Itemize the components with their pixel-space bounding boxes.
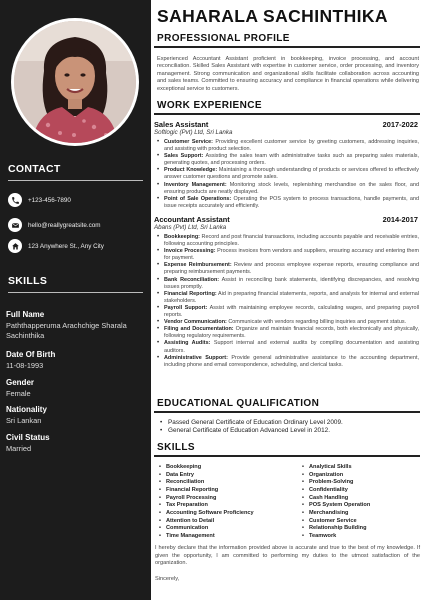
- list-item: • Vendor Communication: Communicate with vendors regarding billing inquiries and payment status.: [157, 319, 419, 326]
- list-item: • Filing and Documentation: Organize and maintain financial records, both electronically and physically, following regulatory requirements.: [157, 326, 419, 340]
- address-text: 123 Anywhere St., Any City: [28, 242, 104, 250]
- experience-divider: [154, 113, 420, 115]
- job-title: Accountant Assistant: [154, 215, 230, 224]
- list-item: • POS System Operation: [302, 502, 370, 510]
- list-item: • Accounting Software Proficiency: [159, 510, 254, 518]
- profile-divider: [154, 46, 420, 48]
- phone-icon: [8, 193, 22, 207]
- declaration-text: I hereby declare that the information provided above is accurate and true to the best of my knowledge. If given the opportunity, I am committed to performing my duties to the utmost satisfaction of the organization.: [155, 545, 420, 567]
- candidate-name: SAHARALA SACHINTHIKA: [157, 6, 388, 26]
- job-years: 2014-2017: [382, 215, 418, 224]
- skills-list-left: [159, 464, 254, 541]
- list-item: • Cash Handling: [302, 495, 370, 503]
- sidebar: [0, 0, 151, 600]
- contact-heading: CONTACT: [8, 163, 61, 175]
- contact-phone[interactable]: [8, 192, 71, 208]
- skills-sidebar-heading: SKILLS: [8, 275, 48, 287]
- job-years: 2017-2022: [382, 120, 418, 129]
- field-label-full-name: Full Name: [6, 310, 45, 319]
- job-duties-list: [157, 234, 419, 369]
- list-item: • Inventory Management: Monitoring stock levels, replenishing merchandise on the sales floor, and ensuring products are neatly displayed.: [157, 182, 419, 196]
- list-item: • Payroll Processing: [159, 495, 254, 503]
- list-item: • Customer Service: Providing excellent customer service by greeting customers, addressing inquiries, and assisting with product selection.: [157, 139, 419, 153]
- list-item: • Reconciliation: [159, 479, 254, 487]
- list-item: • Customer Service: [302, 518, 370, 526]
- field-value-gender: Female: [6, 389, 31, 398]
- list-item: • Bank Reconciliation: Assist in reconciling bank statements, identifying discrepancies, and resolving issues promptly.: [157, 277, 419, 291]
- list-item: • Confidentiality: [302, 487, 370, 495]
- education-heading: EDUCATIONAL QUALIFICATION: [157, 398, 320, 409]
- field-label-nationality: Nationality: [6, 405, 47, 414]
- list-item: • Organization: [302, 472, 370, 480]
- profile-photo: [14, 21, 136, 143]
- list-item: • Attention to Detail: [159, 518, 254, 526]
- field-label-gender: Gender: [6, 378, 35, 387]
- list-item: • Expense Reimbursement: Review and process employee expense reports, ensuring compliance and preparing reimbursement payments.: [157, 262, 419, 276]
- experience-heading: WORK EXPERIENCE: [157, 100, 262, 111]
- list-item: • Passed General Certificate of Education Ordinary Level 2009.: [160, 419, 343, 427]
- list-item: • Analytical Skills: [302, 464, 370, 472]
- list-item: • General Certificate of Education Advanced Level in 2012.: [160, 427, 343, 435]
- email-text: hello@reallygreatsite.com: [28, 221, 101, 229]
- list-item: • Communication: [159, 525, 254, 533]
- list-item: • Bookkeeping: Record and post financial transactions, including accounts payable and receivable entries, following accounting principles.: [157, 234, 419, 248]
- skills-heading: SKILLS: [157, 442, 195, 453]
- profile-photo-frame: [11, 18, 139, 146]
- list-item: • Administrative Support: Provide general administrative assistance to the accounting department, including phone and email correspondence, scheduling, and clerical tasks.: [157, 355, 419, 369]
- job-company: Softlogic (Pvt) Ltd, Sri Lanka: [154, 129, 233, 136]
- skills-sidebar-divider: [8, 292, 143, 293]
- job-title: Sales Assistant: [154, 120, 209, 129]
- list-item: • Financial Reporting: Aid in preparing financial statements, reports, and analysis for internal and external stakeholders.: [157, 291, 419, 305]
- list-item: • Payroll Support: Assist with maintaining employee records, calculating wages, and preparing payroll reports.: [157, 305, 419, 319]
- contact-address: [8, 238, 104, 254]
- skills-list-right: [302, 464, 370, 541]
- contact-email[interactable]: [8, 217, 101, 233]
- list-item: • Teamwork: [302, 533, 370, 541]
- field-label-dob: Date Of Birth: [6, 350, 56, 359]
- home-icon: [8, 239, 22, 253]
- phone-text: +123-456-7890: [28, 196, 71, 204]
- list-item: • Relationship Building: [302, 525, 370, 533]
- field-value-full-name: Paththapperuma Arachchige Sharala Sachinthika: [6, 321, 127, 340]
- job-company: Abans (Pvt) Ltd, Sri Lanka: [154, 224, 227, 231]
- skills-divider: [154, 455, 420, 457]
- profile-text: Experienced Accountant Assistant proficient in bookkeeping, invoice processing, and account reconciliation. Skilled Sales Assistant with expertise in customer service, order processing, and inventory management. Strong communication and organizational skills facilitate collaboration across accounting and sales teams. Committed to ensuring accuracy and compliance in financial operations while delivering exceptional service to customers.: [157, 56, 419, 92]
- closing-text: Sincerely,: [155, 576, 180, 582]
- education-divider: [154, 411, 420, 413]
- field-value-civil-status: Married: [6, 444, 32, 453]
- list-item: • Tax Preparation: [159, 502, 254, 510]
- education-list: [160, 419, 343, 435]
- field-value-dob: 11-08-1993: [6, 361, 44, 370]
- list-item: • Data Entry: [159, 472, 254, 480]
- profile-heading: PROFESSIONAL PROFILE: [157, 33, 290, 44]
- field-value-nationality: Sri Lankan: [6, 416, 42, 425]
- list-item: • Product Knowledge: Maintaining a thorough understanding of products or services offered to effectively answer customer questions and promote sales.: [157, 167, 419, 181]
- list-item: • Time Management: [159, 533, 254, 541]
- list-item: • Problem-Solving: [302, 479, 370, 487]
- list-item: • Sales Support: Assisting the sales team with administrative tasks such as preparing sales materials, generating quotes, and processing orders.: [157, 153, 419, 167]
- list-item: • Point of Sale Operations: Operating the POS system to process transactions, handle payments, and issue receipts accurately and efficiently.: [157, 196, 419, 210]
- field-label-civil-status: Civil Status: [6, 433, 50, 442]
- list-item: • Invoice Processing: Process invoices from vendors and suppliers, ensuring accuracy and entering them for payment.: [157, 248, 419, 262]
- contact-divider: [8, 180, 143, 181]
- list-item: • Merchandising: [302, 510, 370, 518]
- list-item: • Bookkeeping: [159, 464, 254, 472]
- list-item: • Assisting Audits: Support internal and external audits by compiling documentation and assisting auditors.: [157, 340, 419, 354]
- email-icon: [8, 218, 22, 232]
- list-item: • Financial Reporting: [159, 487, 254, 495]
- job-duties-list: [157, 139, 419, 210]
